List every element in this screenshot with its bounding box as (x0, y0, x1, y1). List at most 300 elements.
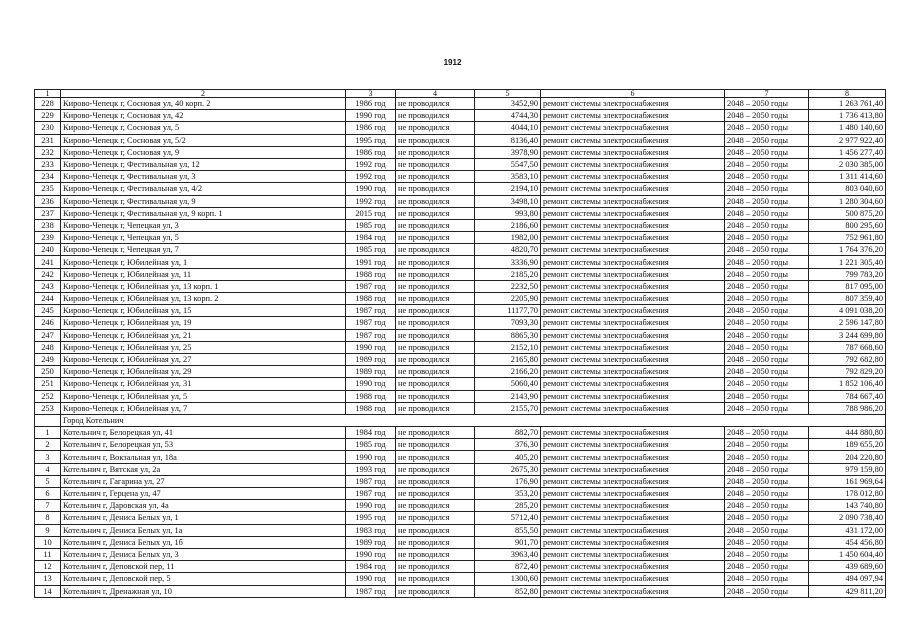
cell-row-number: 238 (35, 219, 61, 231)
cell-area: 2155,70 (475, 402, 541, 414)
cell-row-number: 241 (35, 256, 61, 268)
cell-row-number: 229 (35, 110, 61, 122)
cell-row-number: 5 (35, 475, 61, 487)
cell-address: Котельнич г, Гагарина ул, 27 (61, 475, 346, 487)
cell-area: 4820,70 (475, 244, 541, 256)
cell-row-number: 252 (35, 390, 61, 402)
cell-cost: 803 040,60 (809, 183, 886, 195)
cell-work-type: ремонт системы электроснабжения (541, 561, 725, 573)
cell-last-repair: не проводился (396, 329, 475, 341)
cell-row-number: 248 (35, 341, 61, 353)
cell-work-type: ремонт системы электроснабжения (541, 463, 725, 475)
cell-address: 2 (61, 90, 346, 98)
cell-last-repair: не проводился (396, 195, 475, 207)
cell-build-year: 1995 год (346, 512, 396, 524)
cell-last-repair: не проводился (396, 317, 475, 329)
table-row (35, 548, 886, 560)
cell-period: 2048 – 2050 годы (725, 585, 809, 597)
cell-area: 5060,40 (475, 378, 541, 390)
cell-row-number: 235 (35, 183, 61, 195)
cell-area: 3963,40 (475, 548, 541, 560)
cell-cost: 429 811,20 (809, 585, 886, 597)
cell-work-type: ремонт системы электроснабжения (541, 268, 725, 280)
cell-area: 4744,30 (475, 110, 541, 122)
cell-address: Кирово-Чепецк г, Фестивальная ул, 3 (61, 171, 346, 183)
cell-work-type: ремонт системы электроснабжения (541, 378, 725, 390)
cell-row-number: 228 (35, 98, 61, 110)
cell-last-repair: не проводился (396, 171, 475, 183)
cell-last-repair: не проводился (396, 463, 475, 475)
cell-build-year: 1990 год (346, 341, 396, 353)
cell-address: Кирово-Чепецк г, Фестивальная ул, 9 (61, 195, 346, 207)
cell-work-type: ремонт системы электроснабжения (541, 488, 725, 500)
table-row (35, 536, 886, 548)
table-row (35, 293, 886, 305)
cell-address: Кирово-Чепецк г, Фестивальная ул, 9 корп. 1 (61, 207, 346, 219)
cell-work-type: ремонт системы электроснабжения (541, 390, 725, 402)
cell-row-number: 4 (35, 463, 61, 475)
cell-build-year: 1990 год (346, 573, 396, 585)
cell-row-number: 232 (35, 146, 61, 158)
cell-last-repair: не проводился (396, 585, 475, 597)
cell-last-repair: не проводился (396, 98, 475, 110)
cell-cost: 1 450 604,40 (809, 548, 886, 560)
cell-last-repair: не проводился (396, 378, 475, 390)
cell-build-year: 3 (346, 90, 396, 98)
table-row (35, 341, 886, 353)
cell-work-type: ремонт системы электроснабжения (541, 195, 725, 207)
cell-build-year: 1987 год (346, 585, 396, 597)
cell-build-year: 1990 год (346, 378, 396, 390)
cell-last-repair: не проводился (396, 122, 475, 134)
cell-last-repair: не проводился (396, 439, 475, 451)
cell-address: Кирово-Чепецк г, Юбилейная ул, 31 (61, 378, 346, 390)
cell-period: 2048 – 2050 годы (725, 232, 809, 244)
cell-address: Кирово-Чепецк г, Сосновая ул, 40 корп. 2 (61, 98, 346, 110)
table-row (35, 561, 886, 573)
table-row (35, 524, 886, 536)
cell-cost: 500 875,20 (809, 207, 886, 219)
cell-last-repair: не проводился (396, 427, 475, 439)
cell-address: Кирово-Чепецк г, Фестивальная ул, 12 (61, 158, 346, 170)
cell-last-repair: не проводился (396, 268, 475, 280)
cell-area: 3583,10 (475, 171, 541, 183)
cell-row-number: 2 (35, 439, 61, 451)
table-row (35, 171, 886, 183)
cell-row-number: 240 (35, 244, 61, 256)
cell-period: 2048 – 2050 годы (725, 439, 809, 451)
cell-period: 2048 – 2050 годы (725, 573, 809, 585)
table-row (35, 378, 886, 390)
cell-address: Кирово-Чепецк г, Юбилейная ул, 13 корп. 2 (61, 293, 346, 305)
cell-period: 2048 – 2050 годы (725, 146, 809, 158)
table-row (35, 146, 886, 158)
cell-work-type: ремонт системы электроснабжения (541, 244, 725, 256)
table-row (35, 585, 886, 597)
cell-build-year: 1995 год (346, 134, 396, 146)
cell-cost: 979 159,80 (809, 463, 886, 475)
cell-address: Котельнич г, Деповской пер, 11 (61, 561, 346, 573)
cell-cost: 792 829,20 (809, 366, 886, 378)
table-row (35, 427, 886, 439)
cell-row-number: 245 (35, 305, 61, 317)
cell-row-number: 242 (35, 268, 61, 280)
cell-build-year: 1993 год (346, 463, 396, 475)
cell-work-type: ремонт системы электроснабжения (541, 548, 725, 560)
cell-work-type: ремонт системы электроснабжения (541, 439, 725, 451)
cell-area: 2165,80 (475, 353, 541, 365)
cell-build-year: 1986 год (346, 98, 396, 110)
cell-area: 872,40 (475, 561, 541, 573)
cell-period: 2048 – 2050 годы (725, 171, 809, 183)
cell-period: 2048 – 2050 годы (725, 512, 809, 524)
table-body (35, 90, 886, 598)
cell-build-year: 1986 год (346, 122, 396, 134)
cell-address: Котельнич г, Деповской пер, 5 (61, 573, 346, 585)
section-row (35, 414, 886, 426)
cell-area: 2205,90 (475, 293, 541, 305)
cell-build-year: 1987 год (346, 488, 396, 500)
cell-row-number: 234 (35, 171, 61, 183)
cell-build-year: 1989 год (346, 366, 396, 378)
cell-cost: 807 359,40 (809, 293, 886, 305)
cell-cost: 161 969,64 (809, 475, 886, 487)
cell-last-repair: 4 (396, 90, 475, 98)
cell-last-repair: не проводился (396, 500, 475, 512)
cell-work-type: ремонт системы электроснабжения (541, 232, 725, 244)
cell-row-number: 6 (35, 488, 61, 500)
cell-work-type: ремонт системы электроснабжения (541, 329, 725, 341)
table-row (35, 366, 886, 378)
cell-period: 2048 – 2050 годы (725, 134, 809, 146)
cell-area: 2152,10 (475, 341, 541, 353)
cell-area: 285,20 (475, 500, 541, 512)
cell-cost: 1 263 761,40 (809, 98, 886, 110)
cell-address: Кирово-Чепецк г, Сосновая ул, 5/2 (61, 134, 346, 146)
cell-row-number: 251 (35, 378, 61, 390)
cell-period: 2048 – 2050 годы (725, 463, 809, 475)
cell-work-type: ремонт системы электроснабжения (541, 256, 725, 268)
table-row (35, 232, 886, 244)
cell-period: 2048 – 2050 годы (725, 110, 809, 122)
cell-period: 2048 – 2050 годы (725, 98, 809, 110)
cell-build-year: 1987 год (346, 329, 396, 341)
cell-address: Котельнич г, Герцена ул, 47 (61, 488, 346, 500)
cell-work-type: ремонт системы электроснабжения (541, 475, 725, 487)
cell-row-number: 14 (35, 585, 61, 597)
cell-work-type: ремонт системы электроснабжения (541, 110, 725, 122)
cell-last-repair: не проводился (396, 293, 475, 305)
cell-cost: 1 764 376,20 (809, 244, 886, 256)
cell-row-number: 10 (35, 536, 61, 548)
cell-row-number: 1 (35, 427, 61, 439)
cell-period: 2048 – 2050 годы (725, 305, 809, 317)
cell-last-repair: не проводился (396, 134, 475, 146)
cell-area: 2185,20 (475, 268, 541, 280)
cell-work-type: ремонт системы электроснабжения (541, 305, 725, 317)
cell-cost: 1 221 305,40 (809, 256, 886, 268)
cell-work-type: ремонт системы электроснабжения (541, 451, 725, 463)
cell-cost: 431 172,00 (809, 524, 886, 536)
cell-cost: 1 456 277,40 (809, 146, 886, 158)
cell-period: 2048 – 2050 годы (725, 366, 809, 378)
cell-build-year: 1992 год (346, 195, 396, 207)
cell-address: Кирово-Чепецк г, Юбилейная ул, 11 (61, 268, 346, 280)
table-row (35, 110, 886, 122)
cell-last-repair: не проводился (396, 402, 475, 414)
cell-build-year: 1988 год (346, 390, 396, 402)
cell-area: 376,30 (475, 439, 541, 451)
cell-row-number: 246 (35, 317, 61, 329)
cell-address: Котельнич г, Дениса Белых ул, 1 (61, 512, 346, 524)
cell-area: 5712,40 (475, 512, 541, 524)
cell-area: 2143,90 (475, 390, 541, 402)
cell-build-year: 1988 год (346, 293, 396, 305)
cell-cost: 2 977 922,40 (809, 134, 886, 146)
cell-row-number: 11 (35, 548, 61, 560)
cell-area: 2186,60 (475, 219, 541, 231)
cell-address: Кирово-Чепецк г, Сосновая ул, 5 (61, 122, 346, 134)
cell-work-type: ремонт системы электроснабжения (541, 585, 725, 597)
cell-work-type: 6 (541, 90, 725, 98)
cell-area: 993,80 (475, 207, 541, 219)
cell-build-year: 1987 год (346, 305, 396, 317)
table-row (35, 98, 886, 110)
cell-address: Кирово-Чепецк г, Чепецкая ул, 7 (61, 244, 346, 256)
cell-last-repair: не проводился (396, 390, 475, 402)
cell-work-type: ремонт системы электроснабжения (541, 98, 725, 110)
cell-cost: 143 740,80 (809, 500, 886, 512)
cell-area: 5547,50 (475, 158, 541, 170)
cell-row-number: 233 (35, 158, 61, 170)
cell-period: 2048 – 2050 годы (725, 280, 809, 292)
cell-build-year: 1990 год (346, 110, 396, 122)
cell-area: 2232,50 (475, 280, 541, 292)
cell-period: 2048 – 2050 годы (725, 317, 809, 329)
cell-row-number: 1 (35, 90, 61, 98)
table-row (35, 573, 886, 585)
cell-period: 2048 – 2050 годы (725, 500, 809, 512)
cell-period: 2048 – 2050 годы (725, 219, 809, 231)
cell-address: Кирово-Чепецк г, Юбилейная ул, 21 (61, 329, 346, 341)
cell-address: Кирово-Чепецк г, Чепецкая ул, 3 (61, 219, 346, 231)
cell-cost: 494 097,94 (809, 573, 886, 585)
table-row (35, 158, 886, 170)
cell-row-number: 253 (35, 402, 61, 414)
cell-last-repair: не проводился (396, 548, 475, 560)
cell-period: 2048 – 2050 годы (725, 244, 809, 256)
cell-period: 2048 – 2050 годы (725, 256, 809, 268)
cell-work-type: ремонт системы электроснабжения (541, 536, 725, 548)
cell-address: Кирово-Чепецк г, Фестивальная ул, 4/2 (61, 183, 346, 195)
cell-build-year: 1987 год (346, 280, 396, 292)
cell-area: 3978,90 (475, 146, 541, 158)
cell-period: 2048 – 2050 годы (725, 402, 809, 414)
header-row (35, 90, 886, 98)
cell-build-year: 1984 год (346, 232, 396, 244)
cell-cost: 1 736 413,80 (809, 110, 886, 122)
cell-work-type: ремонт системы электроснабжения (541, 280, 725, 292)
cell-work-type: ремонт системы электроснабжения (541, 171, 725, 183)
page-number: 1912 (443, 58, 462, 67)
table-row (35, 390, 886, 402)
cell-build-year: 1984 год (346, 427, 396, 439)
cell-period: 2048 – 2050 годы (725, 524, 809, 536)
cell-address: Кирово-Чепецк г, Сосновая ул, 42 (61, 110, 346, 122)
cell-row-number: 236 (35, 195, 61, 207)
cell-area: 3336,90 (475, 256, 541, 268)
cell-area: 901,70 (475, 536, 541, 548)
cell-cost: 444 880,80 (809, 427, 886, 439)
cell-work-type: ремонт системы электроснабжения (541, 134, 725, 146)
cell-work-type: ремонт системы электроснабжения (541, 146, 725, 158)
table-row (35, 207, 886, 219)
cell-period: 2048 – 2050 годы (725, 488, 809, 500)
cell-period: 2048 – 2050 годы (725, 195, 809, 207)
cell-row-number: 12 (35, 561, 61, 573)
cell-row-number: 243 (35, 280, 61, 292)
cell-cost: 752 961,80 (809, 232, 886, 244)
cell-last-repair: не проводился (396, 305, 475, 317)
cell-cost: 800 295,60 (809, 219, 886, 231)
cell-last-repair: не проводился (396, 219, 475, 231)
cell-period: 2048 – 2050 годы (725, 561, 809, 573)
cell-last-repair: не проводился (396, 341, 475, 353)
cell-address: Кирово-Чепецк г, Чепецкая ул, 5 (61, 232, 346, 244)
cell-build-year: 1985 год (346, 439, 396, 451)
cell-cost: 1 852 106,40 (809, 378, 886, 390)
cell-work-type: ремонт системы электроснабжения (541, 293, 725, 305)
cell-area: 882,70 (475, 427, 541, 439)
cell-area: 852,80 (475, 585, 541, 597)
cell-build-year: 1985 год (346, 219, 396, 231)
cell-address: Кирово-Чепецк г, Сосновая ул, 9 (61, 146, 346, 158)
cell-cost: 799 783,20 (809, 268, 886, 280)
table-row (35, 353, 886, 365)
cell-build-year: 1990 год (346, 183, 396, 195)
cell-build-year: 1989 год (346, 536, 396, 548)
cell-area: 855,50 (475, 524, 541, 536)
cell-cost: 784 667,40 (809, 390, 886, 402)
cell-address: Котельнич г, Дениса Белых ул, 1б (61, 536, 346, 548)
cell-work-type: ремонт системы электроснабжения (541, 366, 725, 378)
cell-work-type: ремонт системы электроснабжения (541, 427, 725, 439)
cell-last-repair: не проводился (396, 488, 475, 500)
section-empty-cell (35, 414, 61, 426)
cell-cost: 1 280 304,60 (809, 195, 886, 207)
cell-period: 2048 – 2050 годы (725, 122, 809, 134)
table-row (35, 134, 886, 146)
cell-area: 5 (475, 90, 541, 98)
cell-period: 2048 – 2050 годы (725, 475, 809, 487)
table-row (35, 256, 886, 268)
cell-build-year: 1989 год (346, 353, 396, 365)
cell-cost: 204 220,80 (809, 451, 886, 463)
table-row (35, 329, 886, 341)
cell-period: 2048 – 2050 годы (725, 183, 809, 195)
cell-build-year: 1985 год (346, 244, 396, 256)
cell-period: 7 (725, 90, 809, 98)
cell-cost: 3 244 699,80 (809, 329, 886, 341)
cell-cost: 1 480 140,60 (809, 122, 886, 134)
cell-address: Кирово-Чепецк г, Юбилейная ул, 27 (61, 353, 346, 365)
cell-area: 4044,10 (475, 122, 541, 134)
cell-last-repair: не проводился (396, 232, 475, 244)
repair-schedule-table (34, 89, 886, 598)
cell-last-repair: не проводился (396, 280, 475, 292)
cell-cost: 2 090 738,40 (809, 512, 886, 524)
cell-period: 2048 – 2050 годы (725, 548, 809, 560)
cell-work-type: ремонт системы электроснабжения (541, 573, 725, 585)
cell-row-number: 8 (35, 512, 61, 524)
cell-cost: 792 682,80 (809, 353, 886, 365)
cell-area: 3498,10 (475, 195, 541, 207)
cell-work-type: ремонт системы электроснабжения (541, 402, 725, 414)
cell-work-type: ремонт системы электроснабжения (541, 219, 725, 231)
cell-address: Кирово-Чепецк г, Юбилейная ул, 25 (61, 341, 346, 353)
cell-cost: 2 030 385,00 (809, 158, 886, 170)
table-row (35, 305, 886, 317)
cell-cost: 439 689,60 (809, 561, 886, 573)
cell-work-type: ремонт системы электроснабжения (541, 158, 725, 170)
cell-period: 2048 – 2050 годы (725, 207, 809, 219)
cell-build-year: 1984 год (346, 561, 396, 573)
cell-work-type: ремонт системы электроснабжения (541, 524, 725, 536)
cell-last-repair: не проводился (396, 207, 475, 219)
cell-address: Котельнич г, Дренажная ул, 10 (61, 585, 346, 597)
table-row (35, 488, 886, 500)
table-row (35, 512, 886, 524)
cell-work-type: ремонт системы электроснабжения (541, 207, 725, 219)
cell-last-repair: не проводился (396, 561, 475, 573)
cell-work-type: ремонт системы электроснабжения (541, 122, 725, 134)
cell-last-repair: не проводился (396, 110, 475, 122)
cell-period: 2048 – 2050 годы (725, 341, 809, 353)
cell-address: Котельнич г, Дениса Белых ул, 1а (61, 524, 346, 536)
cell-last-repair: не проводился (396, 183, 475, 195)
cell-area: 353,20 (475, 488, 541, 500)
cell-cost: 4 091 038,20 (809, 305, 886, 317)
cell-address: Кирово-Чепецк г, Юбилейная ул, 13 корп. 1 (61, 280, 346, 292)
cell-row-number: 3 (35, 451, 61, 463)
table-row (35, 183, 886, 195)
cell-last-repair: не проводился (396, 536, 475, 548)
section-title: Город Котельнич (61, 414, 886, 426)
cell-cost: 1 311 414,60 (809, 171, 886, 183)
cell-build-year: 1987 год (346, 317, 396, 329)
cell-period: 2048 – 2050 годы (725, 378, 809, 390)
cell-cost: 454 456,80 (809, 536, 886, 548)
cell-work-type: ремонт системы электроснабжения (541, 353, 725, 365)
cell-build-year: 1990 год (346, 500, 396, 512)
cell-build-year: 1988 год (346, 402, 396, 414)
table-row (35, 451, 886, 463)
cell-area: 11177,70 (475, 305, 541, 317)
cell-area: 2675,30 (475, 463, 541, 475)
cell-last-repair: не проводился (396, 366, 475, 378)
cell-period: 2048 – 2050 годы (725, 536, 809, 548)
cell-cost: 788 986,20 (809, 402, 886, 414)
cell-area: 176,90 (475, 475, 541, 487)
cell-period: 2048 – 2050 годы (725, 427, 809, 439)
cell-area: 405,20 (475, 451, 541, 463)
table-row (35, 402, 886, 414)
cell-cost: 8 (809, 90, 886, 98)
table-row (35, 195, 886, 207)
cell-work-type: ремонт системы электроснабжения (541, 341, 725, 353)
cell-cost: 817 095,00 (809, 280, 886, 292)
cell-build-year: 1988 год (346, 268, 396, 280)
